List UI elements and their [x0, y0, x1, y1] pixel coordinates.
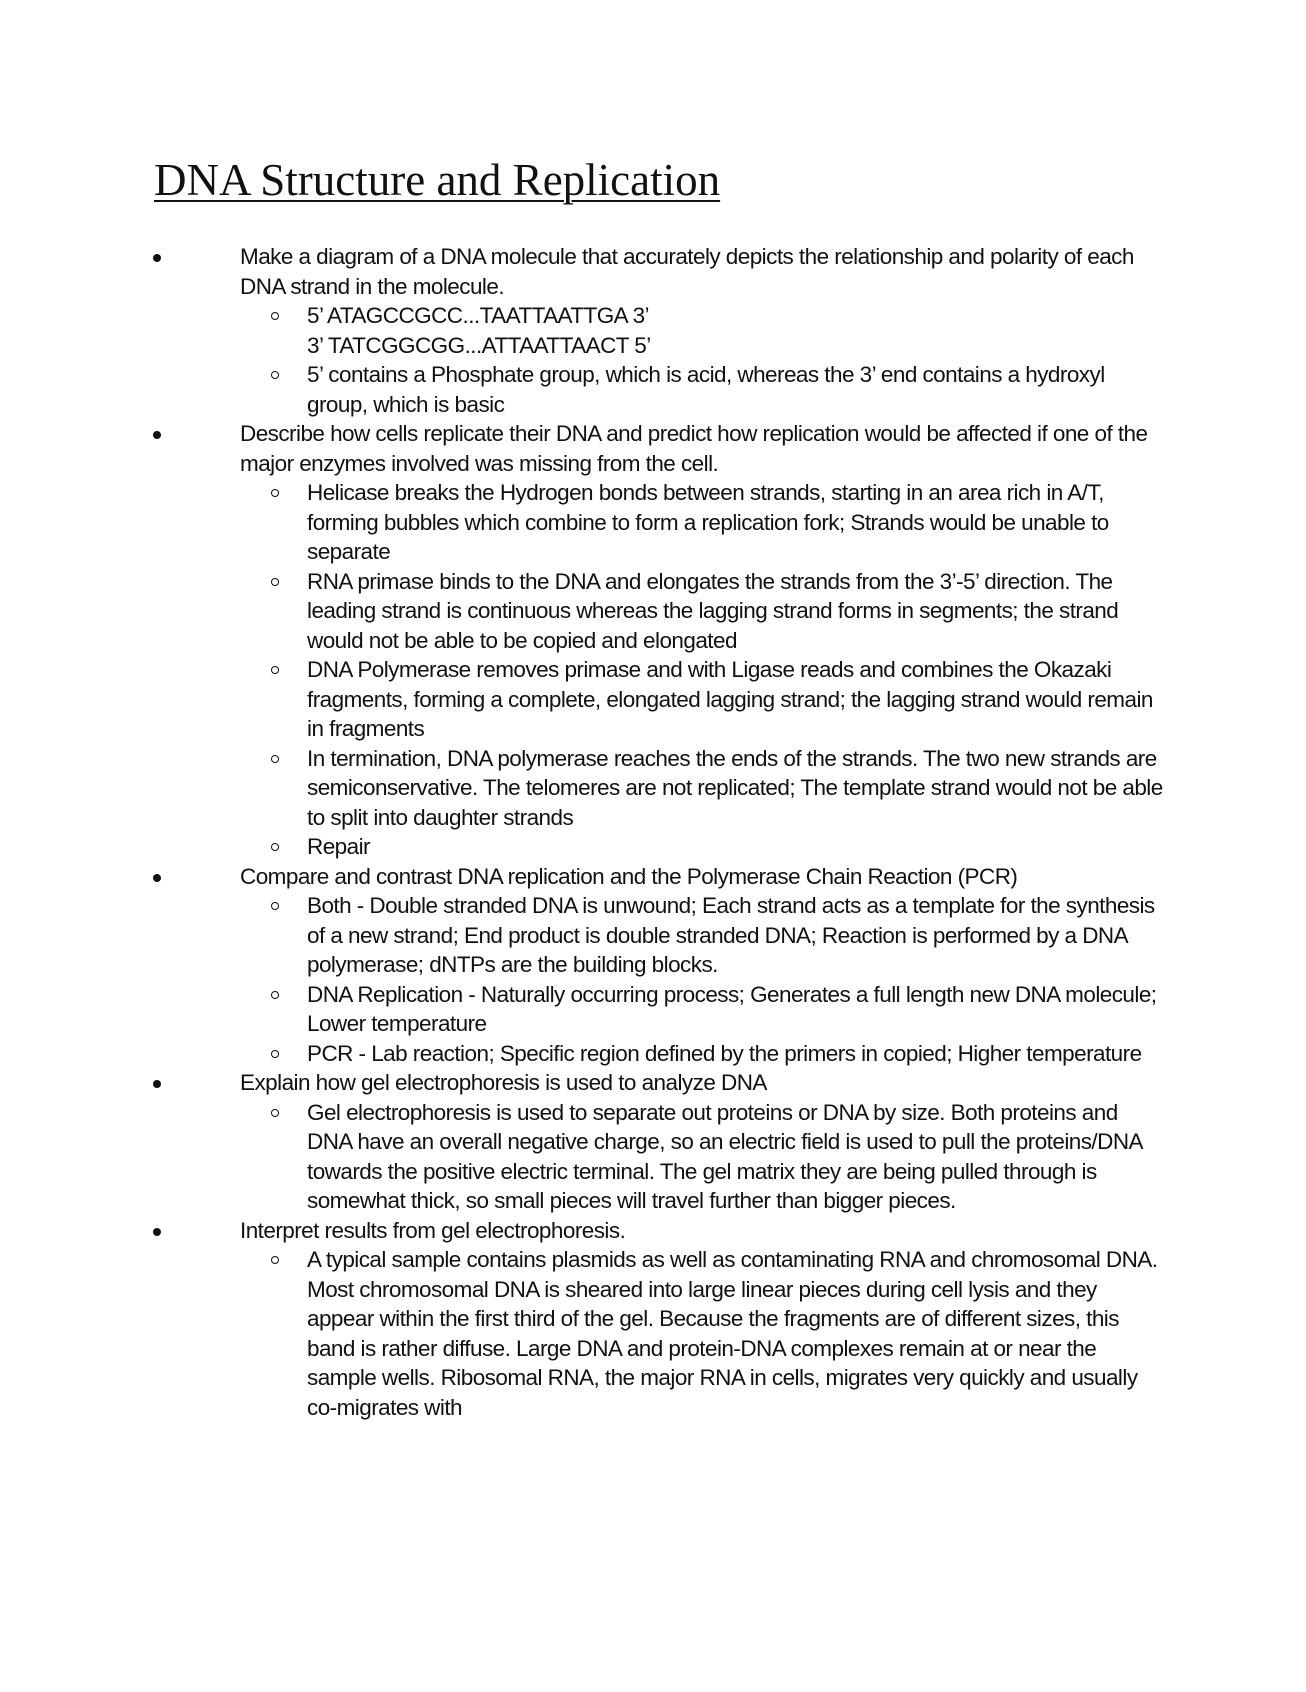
bullet-dot-icon: [153, 431, 161, 439]
outline-subitem: [0, 655, 1306, 744]
outline-subitem-text: Repair: [307, 834, 370, 859]
outline-item: [0, 1068, 1306, 1098]
outline-subitem-text: 5’ ATAGCCGCC...TAATTAATTGA 3’: [307, 303, 650, 328]
outline-item-text: Describe how cells replicate their DNA and predict how replication would be affected if one of the major enzymes involved was missing from the cell.: [240, 421, 1148, 476]
outline-subitem-text: DNA Replication - Naturally occurring process; Generates a full length new DNA molecule; Lower temperature: [307, 981, 1157, 1036]
outline-item: [0, 419, 1306, 478]
outline-subitem: [0, 1039, 1306, 1069]
outline-subitem: [0, 744, 1306, 833]
outline-subitem-text: RNA primase binds to the DNA and elongates the strands from the 3’-5’ direction. The leading strand is continuous whereas the lagging strand forms in segments; the strand would not be able to be copied and elongated: [307, 568, 1119, 653]
page-title: DNA Structure and Replication: [154, 155, 721, 205]
bullet-circle-icon: [271, 312, 279, 320]
outline-subitem: [0, 891, 1306, 980]
outline-subitem-text: DNA Polymerase removes primase and with Ligase reads and combines the Okazaki fragments, forming a complete, elongated lagging strand; the lagging strand would remain in fragments: [307, 657, 1153, 741]
outline-item: [0, 1216, 1306, 1246]
outline-subitem-text: PCR - Lab reaction; Specific region defined by the primers in copied; Higher temperature: [307, 1040, 1142, 1066]
bullet-circle-icon: [271, 578, 279, 586]
bullet-circle-icon: [271, 843, 279, 851]
outline-item: [0, 242, 1306, 301]
outline-subitem: [0, 980, 1306, 1039]
outline-subitem-text: Helicase breaks the Hydrogen bonds between strands, starting in an area rich in A/T, forming bubbles which combine to form a replication fork; Strands would be unable to separate: [307, 480, 1109, 564]
outline-subitem-text: Both - Double stranded DNA is unwound; Each strand acts as a template for the synthesis of a new strand; End product is double stranded DNA; Reaction is performed by a DNA polymerase; dNTPs are the building blocks.: [307, 893, 1155, 977]
bullet-circle-icon: [271, 371, 279, 379]
outline-subitem-text: A typical sample contains plasmids as well as contaminating RNA and chromosomal DNA. Most chromosomal DNA is sheared into large linear pieces during cell lysis and they appear within the first third of the gel. Because the fragments are of different sizes, this band is rather diffuse. Large DNA and protein-DNA complexes remain at or near the sample wells. Ribosomal RNA, the major RNA in cells, migrates very quickly and usually co-migrates with: [307, 1247, 1158, 1420]
outline-subitem: [0, 478, 1306, 567]
bullet-dot-icon: [153, 1228, 161, 1236]
bullet-circle-icon: [271, 1256, 279, 1264]
outline-subitem: [0, 1098, 1306, 1216]
bullet-dot-icon: [153, 254, 161, 262]
outline-subitem-text: Gel electrophoresis is used to separate out proteins or DNA by size. Both proteins and DNA have an overall negative charge, so an electric field is used to pull the proteins/DNA towards the positive electric terminal. The gel matrix they are being pulled through is somewhat thick, so small pieces will travel further than bigger pieces.: [307, 1099, 1142, 1213]
bullet-circle-icon: [271, 489, 279, 497]
outline-subitem: [0, 832, 1306, 862]
bullet-circle-icon: [271, 991, 279, 999]
outline-subitem: [0, 360, 1306, 419]
outline-subitem-text: 5’ contains a Phosphate group, which is acid, whereas the 3’ end contains a hydroxyl group, which is basic: [307, 362, 1105, 417]
outline-item-text: Compare and contrast DNA replication and the Polymerase Chain Reaction (PCR): [240, 863, 1018, 889]
bullet-circle-icon: [271, 666, 279, 674]
outline-item-text: Explain how gel electrophoresis is used to analyze DNA: [240, 1070, 767, 1095]
bullet-circle-icon: [271, 1050, 279, 1058]
outline-list: [0, 242, 1306, 1422]
outline-item: [0, 862, 1306, 892]
bullet-circle-icon: [271, 1109, 279, 1117]
outline-subitem: [0, 567, 1306, 656]
outline-subitem-text: In termination, DNA polymerase reaches the ends of the strands. The two new strands are semiconservative. The telomeres are not replicated; The template strand would not be able to split into daughter strands: [307, 745, 1163, 830]
bullet-circle-icon: [271, 755, 279, 763]
bullet-dot-icon: [153, 874, 161, 882]
outline-subitem: [0, 301, 1306, 360]
bullet-circle-icon: [271, 902, 279, 910]
bullet-dot-icon: [153, 1080, 161, 1088]
outline-subitem: [0, 1245, 1306, 1422]
outline-item-text: Interpret results from gel electrophoresis.: [240, 1217, 626, 1243]
outline-subitem-text: 3’ TATCGGCGG...ATTAATTAACT 5’: [307, 332, 651, 358]
outline-item-text: Make a diagram of a DNA molecule that accurately depicts the relationship and polarity of each DNA strand in the molecule.: [240, 244, 1134, 299]
